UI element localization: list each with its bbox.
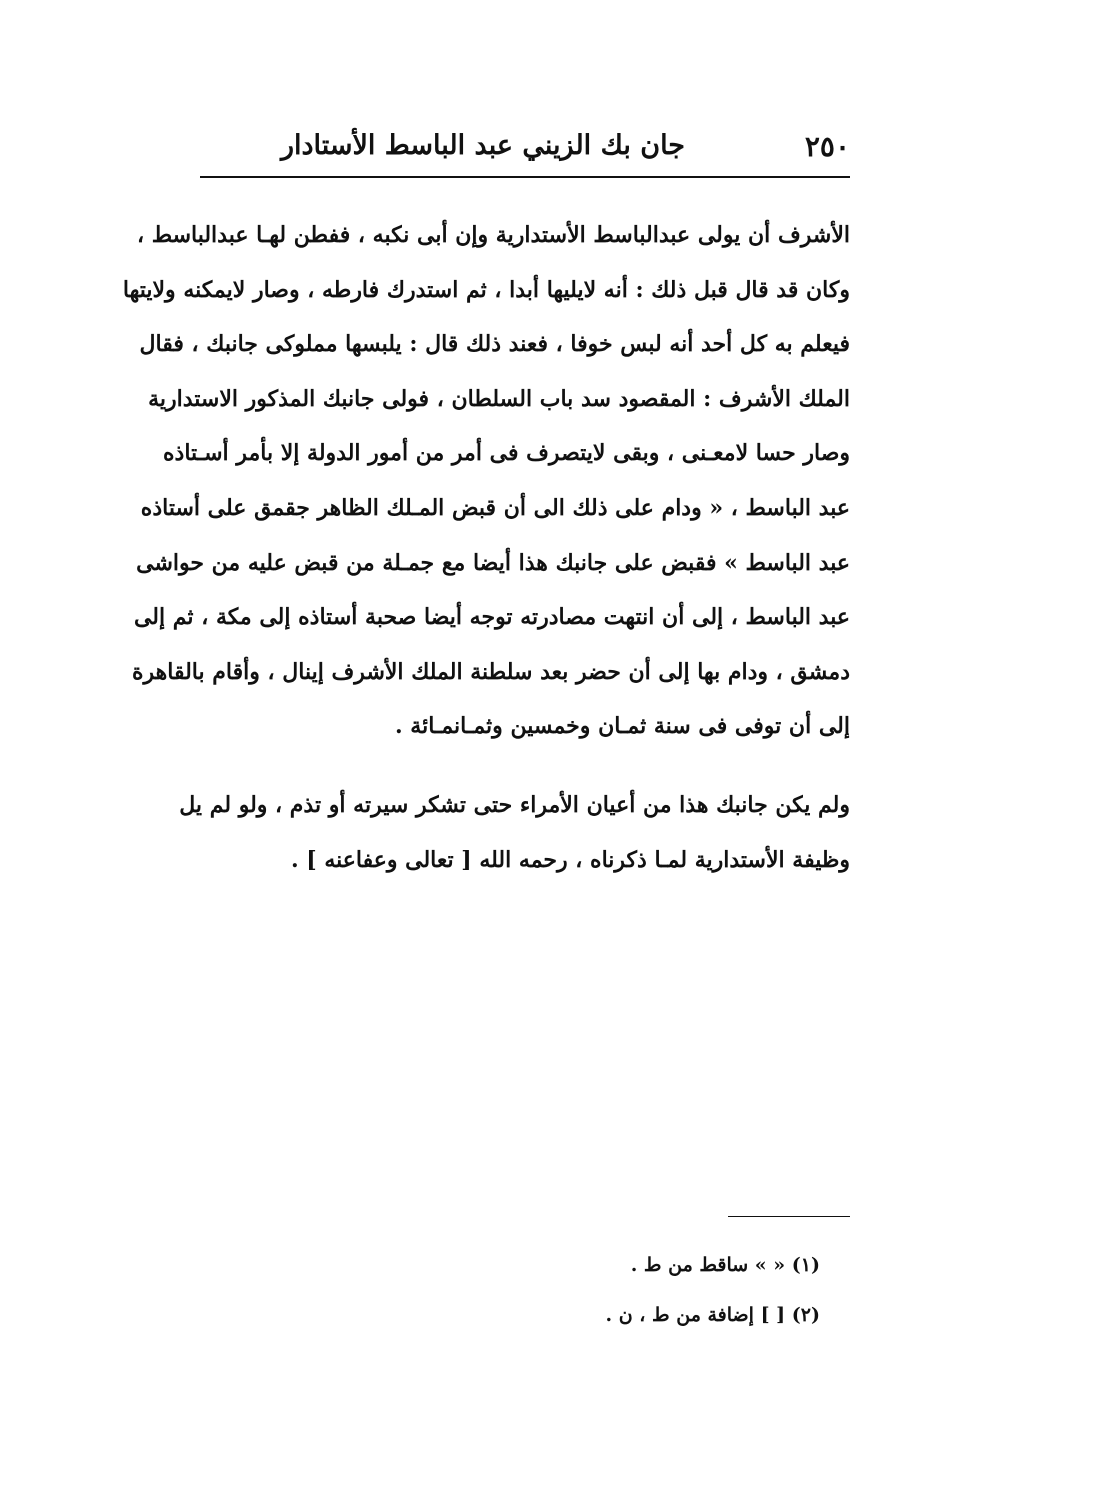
text-line: وصار حسا لامعـنى ، وبقى لايتصرف فى أمر من أمور الدولة إلا بأمر أسـتاذه (163, 440, 850, 467)
header-rule (200, 176, 850, 178)
footnote-2: (٢) [ ] إضافة من ط ، ن . (605, 1304, 820, 1326)
text-line: عبد الباسط ، إلى أن انتهت مصادرته توجه أيضا صحبة أستاذه إلى مكة ، ثم إلى (133, 604, 850, 631)
text-line: الأشرف أن يولى عبدالباسط الأستدارية وإن أبى نكبه ، ففطن لهـا عبدالباسط ، (136, 222, 850, 248)
text-line: عبد الباسط » فقبض على جانبك هذا أيضا مع جمـلة من قبض عليه من حواشى (136, 549, 850, 576)
page-header (200, 122, 850, 174)
text-line: ولم يكن جانبك هذا من أعيان الأمراء حتى تشكر سيرته أو تذم ، ولو لم يل (179, 792, 850, 818)
text-line: إلى أن توفى فى سنة ثمـان وخمسين وثمـانمـائة . (394, 713, 850, 740)
text-line: وظيفة الأستدارية لمـا ذكرناه ، رحمه الله [ تعالى وعفاعنه ] . (290, 846, 850, 873)
text-line: الملك الأشرف : المقصود سد باب السلطان ، فولى جانبك المذكور الاستدارية (148, 385, 850, 412)
running-title: جان بك الزيني عبد الباسط الأستادار (280, 130, 685, 161)
paragraph-2 (179, 778, 850, 887)
text-line: فيعلم به كل أحد أنه لبس خوفا ، فعند ذلك قال : يلبسها مملوكى جانبك ، فقال (139, 331, 850, 358)
page-number: ٢٥٠ (804, 130, 850, 163)
text-line: وكان قد قال قبل ذلك : أنه لايليها أبدا ، ثم استدرك فارطه ، وصار لايمكنه ولايتها (122, 276, 850, 303)
text-line: دمشق ، ودام بها إلى أن حضر بعد سلطنة الملك الأشرف إينال ، وأقام بالقاهرة (132, 658, 850, 685)
footnotes (420, 1240, 820, 1340)
footnote-1: (١) « » ساقط من ط . (630, 1254, 820, 1276)
text-line: عبد الباسط ، « ودام على ذلك الى أن قبض المـلك الظاهر جقمق على أستاذه (140, 494, 850, 521)
footnote-rule (728, 1216, 850, 1217)
paragraph-1 (122, 208, 850, 754)
